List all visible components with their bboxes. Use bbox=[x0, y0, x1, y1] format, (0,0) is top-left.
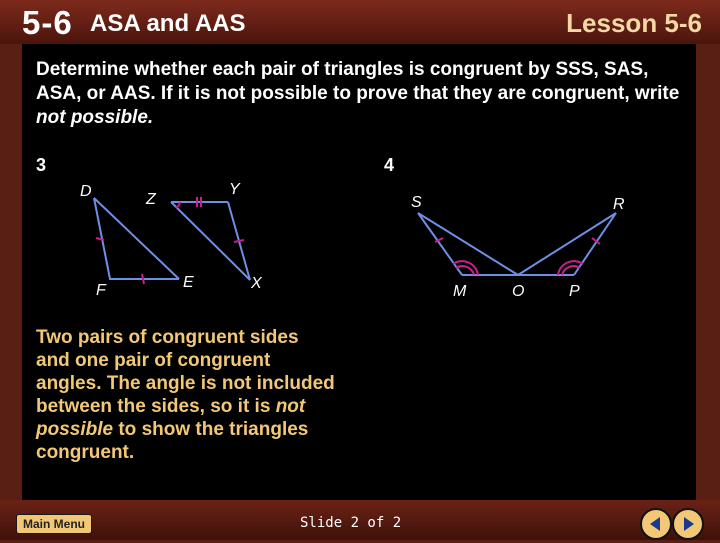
answer-text bbox=[36, 326, 336, 464]
point-label-r: R bbox=[613, 196, 625, 213]
point-label-z: Z bbox=[146, 191, 156, 208]
lesson-number: 5-6 bbox=[22, 4, 73, 41]
point-label-d: D bbox=[80, 183, 92, 200]
next-slide-button[interactable] bbox=[672, 508, 704, 540]
point-label-s: S bbox=[411, 194, 422, 211]
lesson-label: Lesson 5-6 bbox=[566, 8, 702, 38]
segment-so bbox=[418, 213, 518, 275]
answer-part2: to show the triangles congruent. bbox=[36, 419, 309, 463]
exercise-number-4: 4 bbox=[384, 155, 395, 175]
slide-counter: Slide 2 of 2 bbox=[300, 515, 402, 531]
segment-rp bbox=[574, 213, 616, 275]
segment-ro bbox=[518, 213, 616, 275]
point-label-f: F bbox=[96, 282, 106, 299]
lesson-title: ASA and AAS bbox=[90, 10, 246, 37]
answer-emphasis: not possible bbox=[36, 396, 306, 440]
triangle-left-icon bbox=[642, 510, 670, 538]
previous-slide-button[interactable] bbox=[640, 508, 672, 540]
point-label-o: O bbox=[512, 283, 525, 300]
point-label-e: E bbox=[183, 274, 194, 291]
answer-part1: Two pairs of congruent sides and one pair of congruent angles. The angle is not included between the sides, so it is bbox=[36, 327, 335, 417]
instructions-emphasis: not possible. bbox=[36, 107, 154, 128]
point-label-y: Y bbox=[229, 181, 240, 198]
point-label-m: M bbox=[453, 283, 467, 300]
triangle-right-icon bbox=[674, 510, 702, 538]
point-label-p: P bbox=[569, 283, 580, 300]
exercise-number-3: 3 bbox=[36, 155, 47, 175]
point-label-x: X bbox=[251, 275, 262, 292]
main-menu-button[interactable]: Main Menu bbox=[16, 514, 92, 534]
segment-sm bbox=[418, 213, 462, 275]
instructions-part1: Determine whether each pair of triangles is congruent by SSS, SAS, ASA, or AAS. If it is not possible to prove that they are congruent, write bbox=[36, 59, 680, 104]
